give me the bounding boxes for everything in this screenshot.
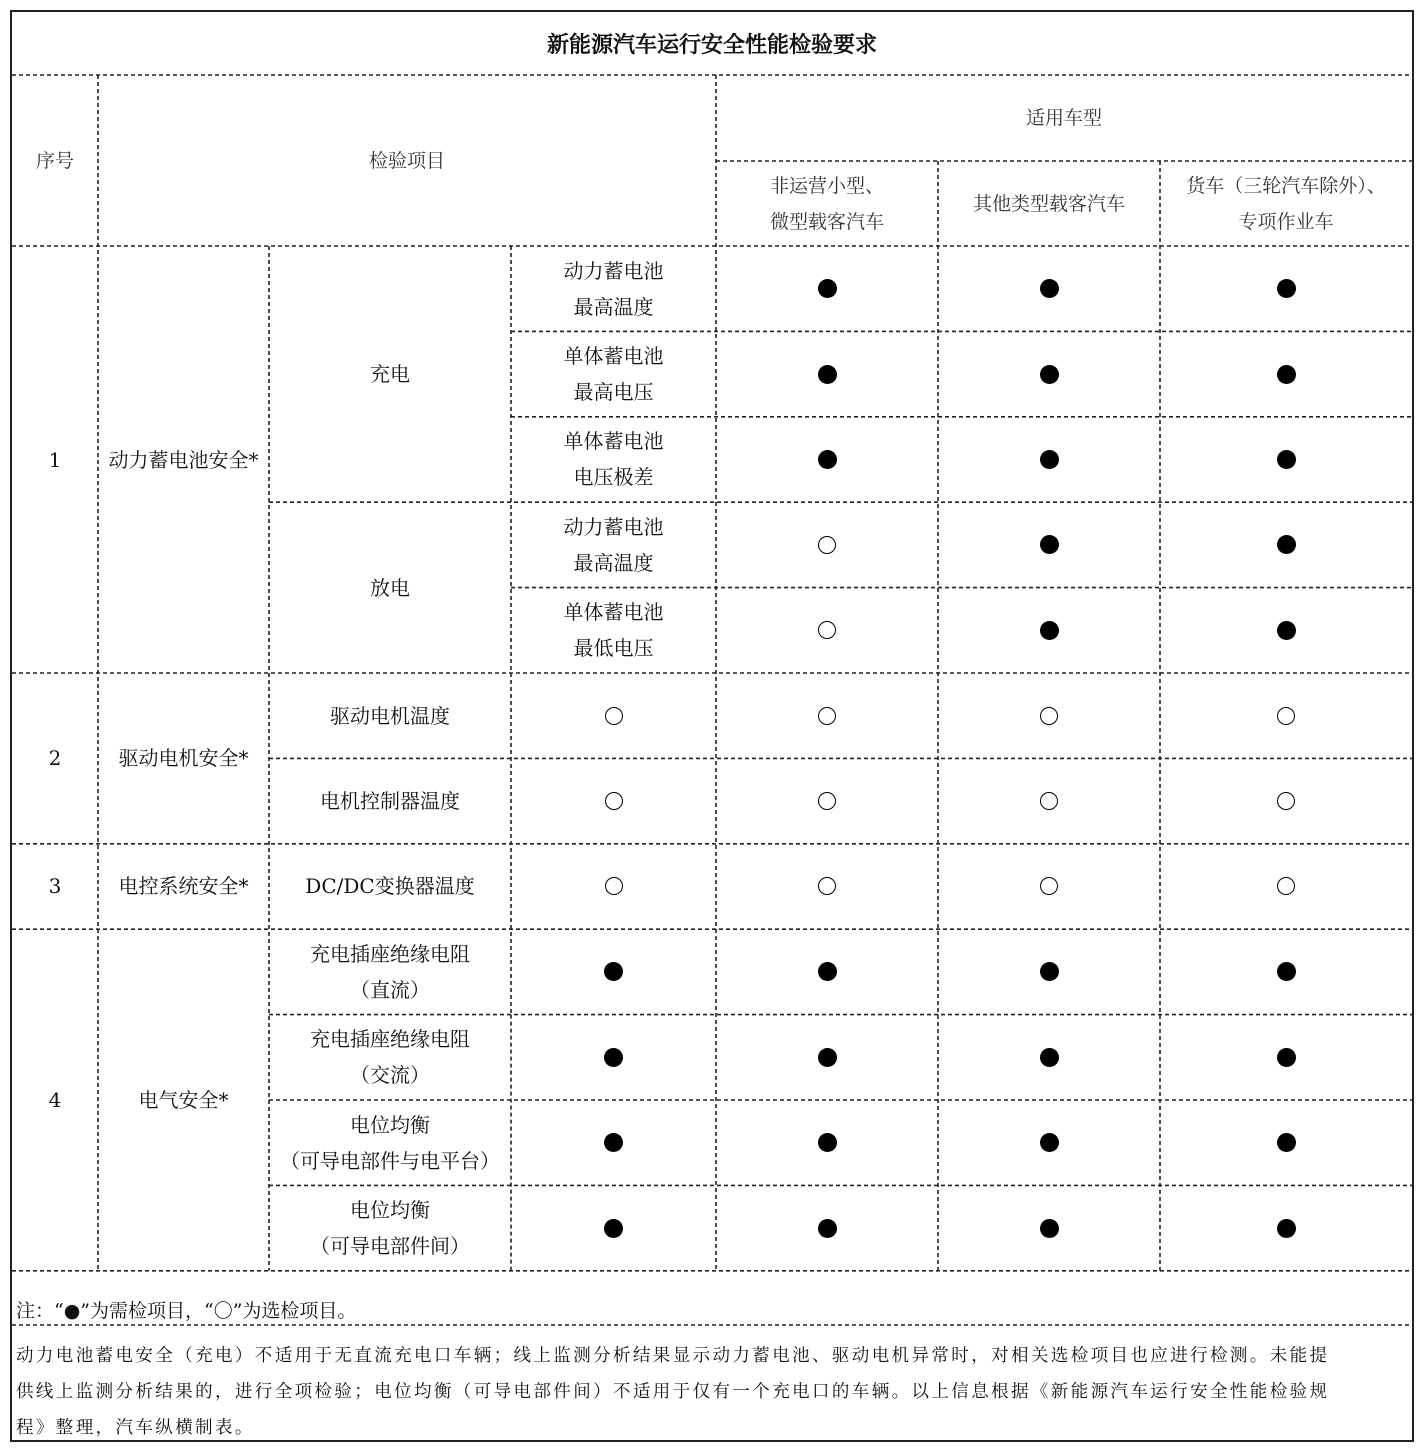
cell-text-line: 单体蓄电池 — [563, 600, 664, 625]
optional-circle-icon — [818, 792, 836, 810]
mark-cell — [511, 1100, 716, 1185]
mark-cell — [1160, 588, 1412, 673]
required-dot-icon — [1040, 535, 1059, 554]
group-name: 电控系统安全* — [118, 874, 249, 899]
mark-cell — [938, 588, 1160, 673]
required-dot-icon — [604, 1133, 623, 1152]
cell-text-line: （直流） — [350, 977, 430, 1002]
cell-text-line: 最高电压 — [573, 380, 654, 405]
cell-text-line: （交流） — [350, 1063, 430, 1088]
mark-cell — [1160, 1015, 1412, 1100]
item-name — [511, 588, 716, 673]
mark-cell — [938, 331, 1160, 416]
optional-circle-icon — [1040, 792, 1058, 810]
group-name: 电气安全* — [138, 1087, 229, 1112]
subgroup-name: 充电 — [370, 362, 410, 387]
item-name — [269, 929, 511, 1014]
required-dot-icon — [604, 1048, 623, 1067]
header-seq: 序号 — [35, 149, 74, 172]
item-name — [511, 502, 716, 587]
cell-text-line: 专项作业车 — [1238, 210, 1334, 233]
required-dot-icon — [1277, 962, 1296, 981]
header-vehicle-type — [716, 161, 938, 246]
mark-cell — [716, 417, 938, 502]
mark-cell — [716, 844, 938, 929]
required-dot-icon — [1040, 962, 1059, 981]
cell-text — [305, 868, 474, 904]
mark-cell — [716, 246, 938, 331]
cell-text — [564, 594, 664, 666]
optional-circle-icon — [605, 877, 623, 895]
item-name — [269, 1015, 511, 1100]
optional-circle-icon — [1040, 877, 1058, 895]
item-name — [269, 673, 511, 758]
mark-cell — [716, 502, 938, 587]
optional-circle-icon — [818, 536, 836, 554]
header-applicable: 适用车型 — [1025, 107, 1102, 129]
item-name — [269, 1100, 511, 1185]
optional-circle-icon — [1277, 707, 1295, 725]
cell-text-line: 货车（三轮汽车除外）、 — [1186, 174, 1386, 197]
mark-cell — [938, 1015, 1160, 1100]
mark-cell — [716, 1015, 938, 1100]
required-dot-icon — [818, 365, 837, 384]
mark-cell — [938, 417, 1160, 502]
mark-cell — [1160, 246, 1412, 331]
cell-text-line: 非运营小型、 — [769, 174, 884, 197]
cell-text — [280, 1107, 500, 1179]
cell-text — [330, 698, 450, 734]
cell-text-line: （可导电部件间） — [310, 1234, 470, 1259]
required-dot-icon — [1277, 1133, 1296, 1152]
required-dot-icon — [1277, 1048, 1296, 1067]
group-seq: 4 — [48, 1087, 62, 1112]
mark-cell — [511, 1185, 716, 1270]
remark-line: 供线上监测分析结果的，进行全项检验；电位均衡（可导电部件间）不适用于仅有一个充电口的车辆。以上信息根据《新能源汽车运行安全性能检验规 — [16, 1382, 1330, 1402]
item-name — [511, 417, 716, 502]
optional-circle-icon — [605, 792, 623, 810]
cell-text-line: 电机控制器温度 — [320, 789, 460, 814]
cell-text-line: 充电插座绝缘电阻 — [310, 1027, 470, 1052]
cell-text-line: 充电插座绝缘电阻 — [310, 941, 470, 966]
required-dot-icon — [1277, 1219, 1296, 1238]
mark-cell — [716, 588, 938, 673]
required-dot-icon — [818, 279, 837, 298]
mark-cell — [1160, 331, 1412, 416]
cell-text — [770, 168, 884, 240]
mark-cell — [716, 673, 938, 758]
mark-cell — [938, 673, 1160, 758]
required-dot-icon — [1040, 1219, 1059, 1238]
optional-circle-icon — [1040, 707, 1058, 725]
inspection-table-frame — [10, 10, 1414, 1442]
group-name: 动力蓄电池安全* — [108, 447, 259, 472]
required-dot-icon — [818, 962, 837, 981]
mark-cell — [1160, 758, 1412, 843]
item-name — [269, 1185, 511, 1270]
cell-text-line: DC/DC变换器温度 — [305, 874, 475, 899]
item-name — [269, 758, 511, 843]
optional-circle-icon — [818, 877, 836, 895]
cell-text-line: 动力蓄电池 — [563, 514, 664, 539]
mark-cell — [938, 929, 1160, 1014]
required-dot-icon — [818, 450, 837, 469]
header-vehicle-type — [1160, 161, 1412, 246]
cell-text — [310, 1021, 470, 1093]
required-dot-icon — [1040, 450, 1059, 469]
item-name — [511, 246, 716, 331]
required-dot-icon — [1040, 279, 1059, 298]
cell-text-line: （可导电部件与电平台） — [280, 1148, 500, 1173]
mark-cell — [511, 929, 716, 1014]
required-dot-icon — [1040, 1133, 1059, 1152]
required-dot-icon — [604, 962, 623, 981]
cell-text — [310, 1192, 470, 1264]
cell-text-line: 最高温度 — [573, 550, 654, 575]
remark-text — [16, 1338, 1410, 1446]
required-dot-icon — [818, 1219, 837, 1238]
cell-text — [564, 509, 664, 581]
cell-text — [564, 423, 664, 495]
optional-circle-icon — [818, 707, 836, 725]
remark-line: 程》整理，汽车纵横制表。 — [16, 1418, 255, 1438]
cell-text — [973, 186, 1125, 222]
required-dot-icon — [1040, 365, 1059, 384]
mark-cell — [716, 758, 938, 843]
mark-cell — [716, 331, 938, 416]
cell-text-line: 其他类型载客汽车 — [972, 192, 1125, 215]
mark-cell — [938, 1185, 1160, 1270]
mark-cell — [1160, 1185, 1412, 1270]
mark-cell — [1160, 929, 1412, 1014]
required-dot-icon — [1277, 621, 1296, 640]
group-seq: 1 — [48, 447, 62, 472]
required-dot-icon — [818, 1133, 837, 1152]
optional-circle-icon — [818, 621, 836, 639]
mark-cell — [511, 673, 716, 758]
cell-text-line: 最高温度 — [573, 294, 654, 319]
item-name — [269, 844, 511, 929]
mark-cell — [1160, 673, 1412, 758]
mark-cell — [938, 502, 1160, 587]
mark-cell — [511, 1015, 716, 1100]
mark-cell — [511, 844, 716, 929]
group-seq: 3 — [48, 874, 62, 899]
mark-cell — [1160, 1100, 1412, 1185]
cell-text — [320, 783, 460, 819]
mark-cell — [1160, 417, 1412, 502]
mark-cell — [716, 1185, 938, 1270]
optional-circle-icon — [605, 707, 623, 725]
mark-cell — [1160, 844, 1412, 929]
cell-text-line: 动力蓄电池 — [563, 258, 664, 283]
subgroup-name: 放电 — [370, 575, 410, 600]
cell-text-line: 驱动电机温度 — [330, 703, 450, 728]
cell-text-line: 微型载客汽车 — [769, 210, 884, 233]
required-dot-icon — [1277, 535, 1296, 554]
required-dot-icon — [1277, 450, 1296, 469]
cell-text — [564, 253, 664, 325]
mark-cell — [511, 758, 716, 843]
header-vehicle-type — [938, 161, 1160, 246]
required-dot-icon — [818, 1048, 837, 1067]
mark-cell — [716, 929, 938, 1014]
optional-circle-icon — [1277, 792, 1295, 810]
legend-note: 注：“●”为需检项目，“〇”为选检项目。 — [16, 1299, 357, 1322]
cell-text-line: 单体蓄电池 — [563, 344, 664, 369]
cell-text — [1186, 168, 1386, 240]
mark-cell — [1160, 502, 1412, 587]
cell-text-line: 电压极差 — [573, 465, 654, 490]
group-name: 驱动电机安全* — [118, 746, 249, 771]
cell-text — [310, 936, 470, 1008]
mark-cell — [938, 1100, 1160, 1185]
cell-text-line: 单体蓄电池 — [563, 429, 664, 454]
table-title: 新能源汽车运行安全性能检验要求 — [546, 33, 877, 58]
item-name — [511, 331, 716, 416]
mark-cell — [938, 844, 1160, 929]
required-dot-icon — [1040, 621, 1059, 640]
mark-cell — [938, 758, 1160, 843]
cell-text-line: 最低电压 — [573, 636, 654, 661]
required-dot-icon — [1040, 1048, 1059, 1067]
required-dot-icon — [604, 1219, 623, 1238]
optional-circle-icon — [1277, 877, 1295, 895]
cell-text — [564, 338, 664, 410]
mark-cell — [938, 246, 1160, 331]
remark-line: 动力电池蓄电安全（充电）不适用于无直流充电口车辆；线上监测分析结果显示动力蓄电池、驱动电机异常时，对相关选检项目也应进行检测。未能提 — [16, 1346, 1330, 1366]
required-dot-icon — [1277, 279, 1296, 298]
required-dot-icon — [1277, 365, 1296, 384]
cell-text-line: 电位均衡 — [350, 1198, 430, 1223]
cell-text-line: 电位均衡 — [350, 1112, 430, 1137]
header-item: 检验项目 — [368, 149, 445, 172]
group-seq: 2 — [48, 746, 62, 771]
mark-cell — [716, 1100, 938, 1185]
